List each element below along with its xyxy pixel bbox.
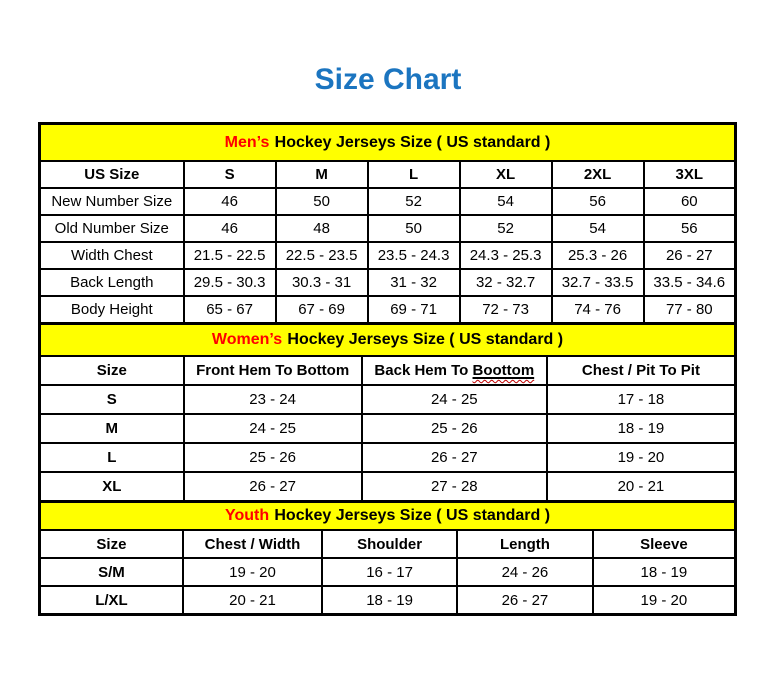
size-value-cell: 19 - 20 — [547, 443, 736, 472]
size-value-cell: 24 - 25 — [362, 385, 547, 414]
size-value-cell: 18 - 19 — [547, 414, 736, 443]
size-value-cell: 77 - 80 — [644, 296, 736, 324]
size-value-cell: 65 - 67 — [184, 296, 276, 324]
youth-size-table — [38, 500, 737, 616]
mens-highlight-word: Men’s — [224, 133, 270, 151]
table-row — [40, 242, 736, 269]
mens-size-table — [38, 122, 737, 325]
mens-column-header-row — [40, 161, 736, 188]
size-value-cell: 29.5 - 30.3 — [184, 269, 276, 296]
table-row — [40, 269, 736, 296]
size-value-cell: 23 - 24 — [184, 385, 362, 414]
size-value-cell: 20 - 21 — [547, 472, 736, 502]
size-value-cell: 19 - 20 — [593, 586, 736, 615]
row-label-cell: Body Height — [40, 296, 184, 324]
size-value-cell: 50 — [368, 215, 460, 242]
youth-col-sleeve: Sleeve — [593, 530, 736, 558]
size-value-cell: 74 - 76 — [552, 296, 644, 324]
mens-section-header-row — [40, 124, 736, 162]
row-label-cell: Old Number Size — [40, 215, 184, 242]
size-value-cell: 56 — [552, 188, 644, 215]
youth-column-header-row — [40, 530, 736, 558]
size-value-cell: 54 — [460, 188, 552, 215]
youth-highlight-word: Youth — [224, 507, 270, 524]
size-tables-container — [38, 122, 737, 616]
size-value-cell: 24 - 25 — [184, 414, 362, 443]
size-value-cell: 21.5 - 22.5 — [184, 242, 276, 269]
youth-col-shoulder: Shoulder — [322, 530, 457, 558]
womens-section-header — [40, 324, 736, 357]
row-label-cell: XL — [40, 472, 184, 502]
mens-col-m: M — [276, 161, 368, 188]
row-label-cell: L — [40, 443, 184, 472]
womens-highlight-word: Women’s — [211, 331, 283, 348]
size-value-cell: 32.7 - 33.5 — [552, 269, 644, 296]
size-value-cell: 69 - 71 — [368, 296, 460, 324]
table-row — [40, 558, 736, 586]
womens-size-table — [38, 322, 737, 503]
table-row — [40, 215, 736, 242]
size-value-cell: 27 - 28 — [362, 472, 547, 502]
size-value-cell: 25 - 26 — [362, 414, 547, 443]
mens-col-s: S — [184, 161, 276, 188]
womens-heading-text: Hockey Jerseys Size ( US standard ) — [287, 331, 564, 348]
size-value-cell: 18 - 19 — [593, 558, 736, 586]
back-hem-prefix: Back Hem To — [374, 362, 469, 379]
page-title: Size Chart — [314, 63, 462, 96]
mens-col-3xl: 3XL — [644, 161, 736, 188]
mens-section-header — [40, 124, 736, 162]
youth-col-length: Length — [457, 530, 593, 558]
youth-col-chest-width: Chest / Width — [183, 530, 322, 558]
youth-section-header — [40, 502, 736, 531]
size-value-cell: 22.5 - 23.5 — [276, 242, 368, 269]
womens-col-front-hem: Front Hem To Bottom — [184, 356, 362, 385]
size-value-cell: 25.3 - 26 — [552, 242, 644, 269]
size-value-cell: 20 - 21 — [183, 586, 322, 615]
size-value-cell: 23.5 - 24.3 — [368, 242, 460, 269]
size-value-cell: 24 - 26 — [457, 558, 593, 586]
row-label-cell: New Number Size — [40, 188, 184, 215]
size-value-cell: 48 — [276, 215, 368, 242]
size-value-cell: 56 — [644, 215, 736, 242]
size-value-cell: 18 - 19 — [322, 586, 457, 615]
size-value-cell: 46 — [184, 215, 276, 242]
table-row — [40, 443, 736, 472]
table-row — [40, 385, 736, 414]
size-value-cell: 19 - 20 — [183, 558, 322, 586]
size-value-cell: 26 - 27 — [457, 586, 593, 615]
row-label-cell: S — [40, 385, 184, 414]
womens-col-back-hem — [362, 356, 547, 385]
size-value-cell: 32 - 32.7 — [460, 269, 552, 296]
size-value-cell: 52 — [460, 215, 552, 242]
table-row — [40, 586, 736, 615]
row-label-cell: Width Chest — [40, 242, 184, 269]
size-value-cell: 72 - 73 — [460, 296, 552, 324]
size-value-cell: 16 - 17 — [322, 558, 457, 586]
mens-col-l: L — [368, 161, 460, 188]
size-value-cell: 25 - 26 — [184, 443, 362, 472]
womens-section-header-row — [40, 324, 736, 357]
youth-section-header-row — [40, 502, 736, 531]
size-value-cell: 50 — [276, 188, 368, 215]
size-value-cell: 31 - 32 — [368, 269, 460, 296]
mens-heading-text: Hockey Jerseys Size ( US standard ) — [274, 133, 551, 151]
table-row — [40, 414, 736, 443]
mens-col-us-size: US Size — [40, 161, 184, 188]
size-value-cell: 46 — [184, 188, 276, 215]
size-value-cell: 54 — [552, 215, 644, 242]
mens-col-2xl: 2XL — [552, 161, 644, 188]
size-value-cell: 17 - 18 — [547, 385, 736, 414]
womens-col-chest-pit: Chest / Pit To Pit — [547, 356, 736, 385]
row-label-cell: L/XL — [40, 586, 183, 615]
size-value-cell: 52 — [368, 188, 460, 215]
womens-column-header-row — [40, 356, 736, 385]
row-label-cell: Back Length — [40, 269, 184, 296]
size-value-cell: 33.5 - 34.6 — [644, 269, 736, 296]
table-row — [40, 296, 736, 324]
size-value-cell: 26 - 27 — [184, 472, 362, 502]
mens-col-xl: XL — [460, 161, 552, 188]
misspelled-word: Boottom — [472, 362, 535, 379]
table-row — [40, 472, 736, 502]
row-label-cell: M — [40, 414, 184, 443]
size-value-cell: 67 - 69 — [276, 296, 368, 324]
youth-col-size: Size — [40, 530, 183, 558]
size-value-cell: 26 - 27 — [362, 443, 547, 472]
row-label-cell: S/M — [40, 558, 183, 586]
size-value-cell: 30.3 - 31 — [276, 269, 368, 296]
table-row — [40, 188, 736, 215]
youth-heading-text: Hockey Jerseys Size ( US standard ) — [274, 507, 551, 524]
womens-col-size: Size — [40, 356, 184, 385]
size-value-cell: 26 - 27 — [644, 242, 736, 269]
size-value-cell: 24.3 - 25.3 — [460, 242, 552, 269]
size-value-cell: 60 — [644, 188, 736, 215]
